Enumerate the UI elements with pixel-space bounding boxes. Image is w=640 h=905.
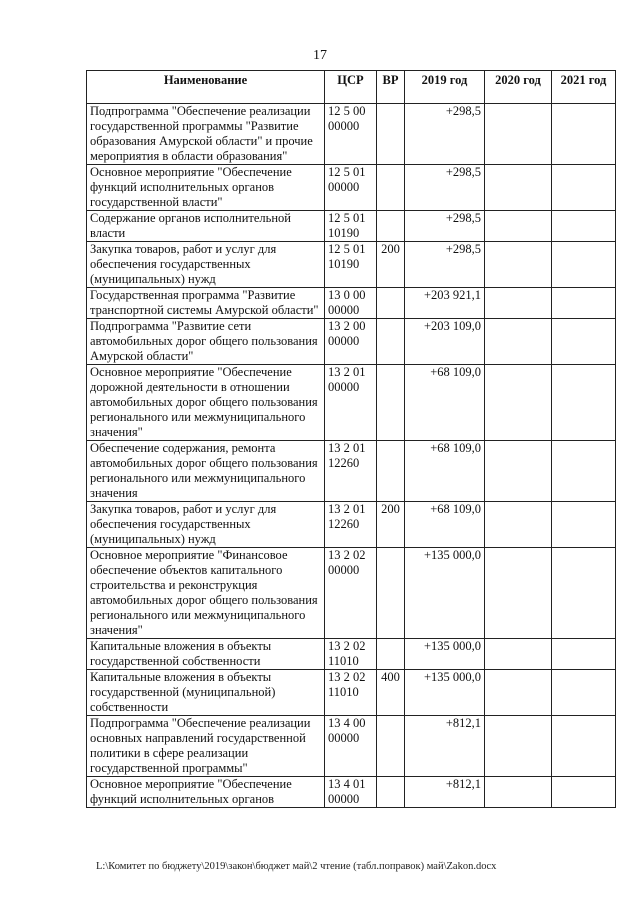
- row-name-cell: Подпрограмма "Обеспечение реализации основных направлений государственной политики в сфере реализации государственной программы": [87, 716, 325, 777]
- row-vr-cell: [377, 716, 405, 777]
- header-name: Наименование: [87, 71, 325, 104]
- row-2019-cell: +298,5: [405, 242, 485, 288]
- header-csr: ЦСР: [325, 71, 377, 104]
- row-name-cell: Основное мероприятие "Обеспечение дорожной деятельности в отношении автомобильных дорог общего пользования регионального или межмуниципального значения": [87, 365, 325, 441]
- row-csr-cell: 13 4 00 00000: [325, 716, 377, 777]
- row-2019-cell: +135 000,0: [405, 670, 485, 716]
- row-2019-cell: +203 109,0: [405, 319, 485, 365]
- row-csr-cell: 12 5 01 10190: [325, 242, 377, 288]
- row-2020-cell: [485, 365, 552, 441]
- row-name-cell: Государственная программа "Развитие транспортной системы Амурской области": [87, 288, 325, 319]
- row-2021-cell: [552, 502, 616, 548]
- table-row: [87, 242, 616, 288]
- row-2021-cell: [552, 242, 616, 288]
- row-2021-cell: [552, 365, 616, 441]
- row-vr-cell: 200: [377, 502, 405, 548]
- table-row: [87, 548, 616, 639]
- row-name-cell: Содержание органов исполнительной власти: [87, 211, 325, 242]
- row-name-cell: Подпрограмма "Обеспечение реализации государственной программы "Развитие образования Амурской области" и прочие мероприятия в области образования": [87, 104, 325, 165]
- row-name-cell: Закупка товаров, работ и услуг для обеспечения государственных (муниципальных) нужд: [87, 242, 325, 288]
- row-csr-cell: 13 2 02 11010: [325, 670, 377, 716]
- table-row: [87, 288, 616, 319]
- table-row: [87, 365, 616, 441]
- row-2020-cell: [485, 777, 552, 808]
- table-row: [87, 502, 616, 548]
- row-2019-cell: +298,5: [405, 165, 485, 211]
- row-2021-cell: [552, 319, 616, 365]
- row-csr-cell: 13 0 00 00000: [325, 288, 377, 319]
- table-header: [87, 71, 616, 104]
- table-row: [87, 777, 616, 808]
- row-2020-cell: [485, 716, 552, 777]
- row-name-cell: Основное мероприятие "Финансовое обеспечение объектов капитального строительства и реконструкция автомобильных дорог общего пользования регионального или межмуниципального значения": [87, 548, 325, 639]
- row-2021-cell: [552, 441, 616, 502]
- row-csr-cell: 13 2 02 11010: [325, 639, 377, 670]
- row-vr-cell: [377, 104, 405, 165]
- row-2020-cell: [485, 441, 552, 502]
- row-2019-cell: +68 109,0: [405, 365, 485, 441]
- table-row: [87, 639, 616, 670]
- row-csr-cell: 12 5 01 00000: [325, 165, 377, 211]
- row-vr-cell: [377, 639, 405, 670]
- row-2020-cell: [485, 502, 552, 548]
- row-2020-cell: [485, 670, 552, 716]
- row-vr-cell: [377, 777, 405, 808]
- row-vr-cell: [377, 365, 405, 441]
- row-2021-cell: [552, 104, 616, 165]
- row-csr-cell: 12 5 00 00000: [325, 104, 377, 165]
- header-2019: 2019 год: [405, 71, 485, 104]
- row-2020-cell: [485, 211, 552, 242]
- row-vr-cell: [377, 165, 405, 211]
- budget-amendments-table: [86, 70, 616, 808]
- row-2019-cell: +135 000,0: [405, 639, 485, 670]
- row-vr-cell: 400: [377, 670, 405, 716]
- row-name-cell: Капитальные вложения в объекты государственной собственности: [87, 639, 325, 670]
- row-2021-cell: [552, 165, 616, 211]
- table-row: [87, 104, 616, 165]
- table-row: [87, 211, 616, 242]
- row-name-cell: Основное мероприятие "Обеспечение функций исполнительных органов: [87, 777, 325, 808]
- row-vr-cell: [377, 319, 405, 365]
- row-csr-cell: 13 2 01 12260: [325, 502, 377, 548]
- row-2019-cell: +298,5: [405, 211, 485, 242]
- row-csr-cell: 13 2 02 00000: [325, 548, 377, 639]
- row-2021-cell: [552, 670, 616, 716]
- row-2020-cell: [485, 548, 552, 639]
- row-vr-cell: [377, 548, 405, 639]
- row-vr-cell: [377, 288, 405, 319]
- row-2019-cell: +68 109,0: [405, 441, 485, 502]
- table-row: [87, 319, 616, 365]
- page-number: 17: [313, 48, 327, 63]
- header-2020: 2020 год: [485, 71, 552, 104]
- row-name-cell: Подпрограмма "Развитие сети автомобильных дорог общего пользования Амурской области": [87, 319, 325, 365]
- header-2021: 2021 год: [552, 71, 616, 104]
- row-2020-cell: [485, 639, 552, 670]
- row-2019-cell: +298,5: [405, 104, 485, 165]
- table-row: [87, 165, 616, 211]
- row-name-cell: Закупка товаров, работ и услуг для обеспечения государственных (муниципальных) нужд: [87, 502, 325, 548]
- document-file-path: L:\Комитет по бюджету\2019\закон\бюджет май\2 чтение (табл.поправок) май\Zakon.docx: [96, 861, 497, 872]
- row-name-cell: Капитальные вложения в объекты государственной (муниципальной) собственности: [87, 670, 325, 716]
- row-2019-cell: +68 109,0: [405, 502, 485, 548]
- row-vr-cell: [377, 441, 405, 502]
- row-vr-cell: 200: [377, 242, 405, 288]
- row-2020-cell: [485, 288, 552, 319]
- row-2020-cell: [485, 319, 552, 365]
- row-2020-cell: [485, 104, 552, 165]
- row-2021-cell: [552, 288, 616, 319]
- row-2021-cell: [552, 548, 616, 639]
- table-body: [87, 104, 616, 808]
- row-2019-cell: +135 000,0: [405, 548, 485, 639]
- row-csr-cell: 13 4 01 00000: [325, 777, 377, 808]
- table-row: [87, 670, 616, 716]
- row-2019-cell: +812,1: [405, 716, 485, 777]
- row-2019-cell: +812,1: [405, 777, 485, 808]
- row-name-cell: Обеспечение содержания, ремонта автомобильных дорог общего пользования регионального или межмуниципального значения: [87, 441, 325, 502]
- table-row: [87, 716, 616, 777]
- row-2019-cell: +203 921,1: [405, 288, 485, 319]
- row-vr-cell: [377, 211, 405, 242]
- row-csr-cell: 13 2 01 12260: [325, 441, 377, 502]
- row-2020-cell: [485, 242, 552, 288]
- row-2020-cell: [485, 165, 552, 211]
- row-2021-cell: [552, 211, 616, 242]
- row-2021-cell: [552, 639, 616, 670]
- row-csr-cell: 13 2 00 00000: [325, 319, 377, 365]
- header-vr: ВР: [377, 71, 405, 104]
- row-2021-cell: [552, 716, 616, 777]
- row-csr-cell: 12 5 01 10190: [325, 211, 377, 242]
- row-name-cell: Основное мероприятие "Обеспечение функций исполнительных органов государственной власти": [87, 165, 325, 211]
- row-csr-cell: 13 2 01 00000: [325, 365, 377, 441]
- table-row: [87, 441, 616, 502]
- row-2021-cell: [552, 777, 616, 808]
